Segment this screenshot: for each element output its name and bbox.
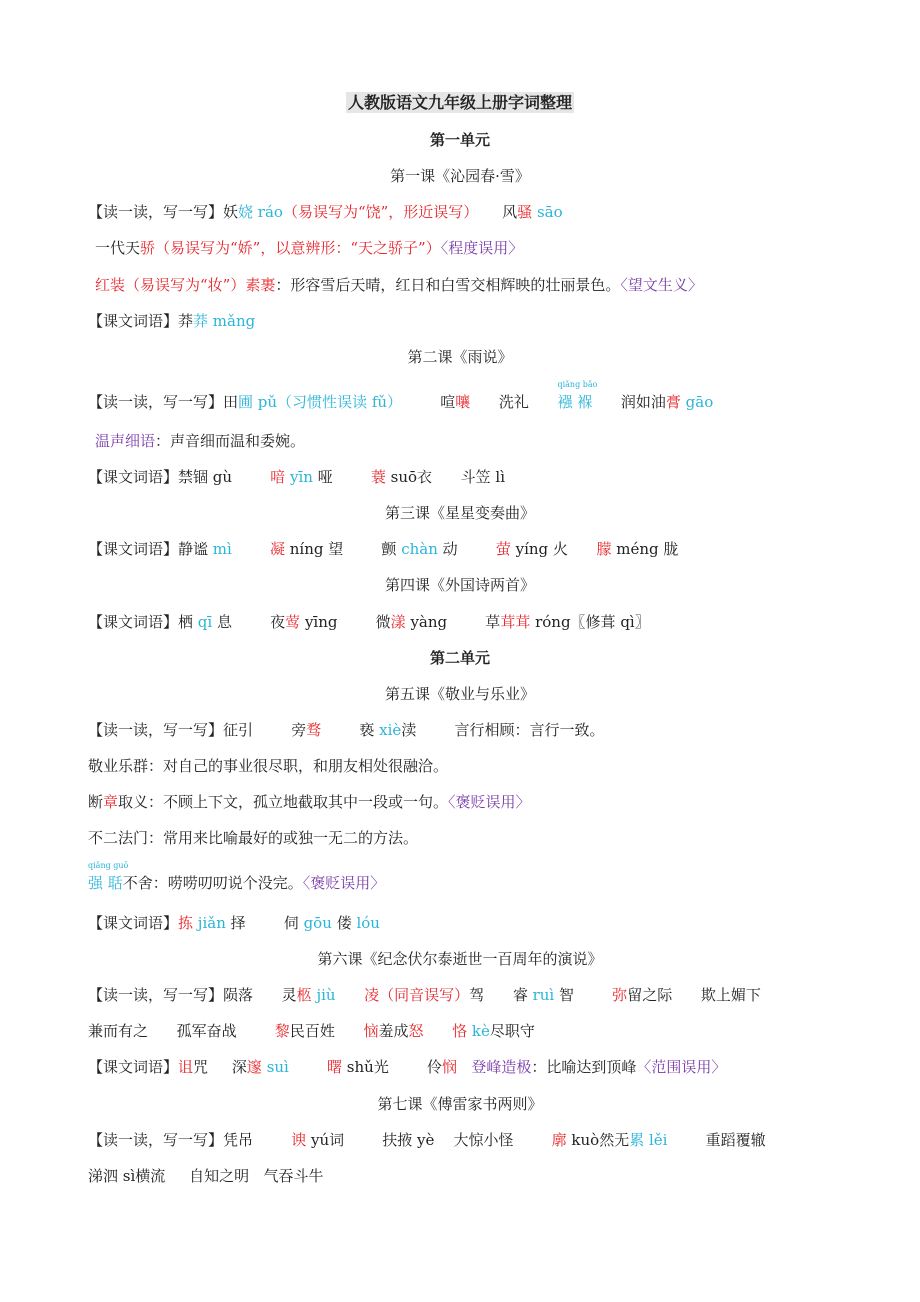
- definition: ：比喻达到顶峰: [531, 1058, 637, 1076]
- pinyin: suō衣: [385, 468, 433, 486]
- vocab-label: 【课文词语】: [88, 540, 179, 558]
- word: 尽职守: [489, 1022, 535, 1040]
- definition: 不舍：唠唠叨叨说个没完。: [122, 874, 303, 892]
- read-write-label: 【读一读，写一写】: [88, 203, 224, 221]
- word: 莺: [285, 613, 301, 631]
- word: 蓑: [370, 468, 386, 486]
- word: 伺: [283, 914, 299, 932]
- lesson5-line3: [88, 792, 880, 812]
- word: 风: [502, 203, 518, 221]
- word: 诅: [178, 1058, 194, 1076]
- pinyin: qī: [193, 613, 217, 631]
- idiom-definition: 言行相顾：言行一致。: [454, 721, 605, 739]
- word: 莽: [178, 312, 194, 330]
- lesson1-vocab-line: [88, 311, 880, 331]
- lesson1-read-line: [88, 202, 880, 222]
- word: 颤: [381, 540, 397, 558]
- lesson5-read-line: [88, 720, 880, 740]
- misuse-tag: 〈范围误用〉: [636, 1058, 727, 1076]
- document-title: [0, 93, 920, 113]
- word: 留之际: [627, 986, 673, 1004]
- word: 亵: [359, 721, 375, 739]
- vocab-label: 【课文词语】: [88, 613, 179, 631]
- lesson5-line2: 敬业乐群：对自己的事业很尽职，和朋友相处很融洽。: [88, 757, 449, 775]
- misuse-tag: 〈褒贬误用〉: [448, 793, 531, 811]
- lesson-heading-5: 第五课《敬业与乐业》: [384, 685, 535, 703]
- word: 恪: [452, 1022, 468, 1040]
- lesson2-read-line: [88, 380, 880, 412]
- word: 征引: [223, 721, 254, 739]
- title-text: 人教版语文九年级上册字词整理: [347, 93, 572, 112]
- idiom: 红装（易误写为“妆”）素裹: [95, 276, 276, 294]
- pinyin: kuò然无: [566, 1131, 630, 1149]
- word: 智: [559, 986, 575, 1004]
- word: 动: [442, 540, 458, 558]
- lesson4-vocab-line: [88, 612, 880, 632]
- read-write-label: 【读一读，写一写】: [88, 1131, 224, 1149]
- lesson6-read-line: [88, 985, 880, 1005]
- word: 润如油: [620, 393, 666, 411]
- pinyin: shǔ光: [342, 1058, 389, 1076]
- pinyin: jiǎn: [193, 914, 231, 932]
- word: 凭吊: [223, 1131, 254, 1149]
- pinyin: jiù: [311, 986, 336, 1004]
- word: 凝: [269, 540, 285, 558]
- word: 漾: [390, 613, 406, 631]
- lesson2-vocab-line: [88, 467, 880, 487]
- word: 谀: [291, 1131, 307, 1149]
- word-pinyin: 斗笠 lì: [460, 468, 506, 486]
- misuse-tag: 〈程度误用〉: [440, 239, 524, 257]
- word: 怒: [408, 1022, 424, 1040]
- read-write-label: 【读一读，写一写】: [88, 393, 224, 411]
- word: 喑: [270, 468, 286, 486]
- lesson6-vocab-line: [88, 1057, 880, 1077]
- word: 骛: [306, 721, 322, 739]
- word: 择: [230, 914, 246, 932]
- word: 睿: [512, 986, 528, 1004]
- word: 膏: [665, 393, 681, 411]
- word-pinyin: 累 lěi: [629, 1131, 668, 1149]
- word: 旁: [291, 721, 307, 739]
- word: 欺上媚下: [700, 986, 761, 1004]
- lesson5-vocab-line: [88, 913, 880, 933]
- ruby-word: qiǎng guō 强 聒: [88, 861, 129, 892]
- word: 渎: [401, 721, 417, 739]
- ruby-word: qiǎng bǎo 襁 褓: [557, 380, 598, 411]
- pinyin: ruì: [527, 986, 559, 1004]
- lesson7-line2: [88, 1166, 880, 1186]
- word: 栖: [178, 613, 194, 631]
- pinyin: róng〖修葺 qì〗: [530, 613, 650, 631]
- word-pinyin: 圃 pǔ（习惯性误读 fǔ）: [238, 393, 403, 411]
- word: 陨落: [223, 986, 254, 1004]
- word: 哑: [317, 468, 333, 486]
- word: 静谧: [178, 540, 209, 558]
- pinyin: chàn: [396, 540, 443, 558]
- pinyin: gāo: [680, 393, 714, 411]
- lesson5-line4: 不二法门：常用来比喻最好的或独一无二的方法。: [88, 829, 419, 847]
- vocab-label: 【课文词语】: [88, 914, 179, 932]
- error-note: （易误写为“饶”，形近误写）: [282, 203, 479, 221]
- misuse-tag: 〈褒贬误用〉: [302, 874, 386, 892]
- word: 嚷: [455, 393, 471, 411]
- definition: ：声音细而温和委婉。: [155, 432, 306, 450]
- unit-heading-2: 第二单元: [429, 649, 490, 667]
- word: 洗礼: [498, 393, 529, 411]
- pinyin: yíng 火: [510, 540, 568, 558]
- lesson5-line5: [88, 861, 880, 893]
- word: 田: [223, 393, 239, 411]
- word: 兼而有之: [88, 1022, 149, 1040]
- lesson6-line2: [88, 1021, 880, 1041]
- word: 朦: [596, 540, 612, 558]
- word: 拣: [178, 914, 194, 932]
- word: 孤军奋战: [176, 1022, 237, 1040]
- word: 羞成: [378, 1022, 409, 1040]
- word: 喧: [440, 393, 456, 411]
- ruby-pinyin: qiǎng guō: [88, 861, 129, 870]
- word: 廓: [551, 1131, 567, 1149]
- pinyin: yīn: [285, 468, 318, 486]
- lesson7-read-line: [88, 1130, 880, 1150]
- word: 黎: [274, 1022, 290, 1040]
- word: 萤: [495, 540, 511, 558]
- word: 大惊小怪: [453, 1131, 514, 1149]
- word: 气吞斗牛: [263, 1167, 324, 1185]
- unit-heading-1: 第一单元: [429, 131, 490, 149]
- pinyin: lóu: [351, 914, 380, 932]
- word-pinyin: 扶掖 yè: [382, 1131, 435, 1149]
- definition: 取义：不顾上下文，孤立地截取其中一段或一句。: [118, 793, 449, 811]
- vocab-label: 【课文词语】: [88, 468, 179, 486]
- word: 伶: [426, 1058, 442, 1076]
- pinyin: suì: [261, 1058, 289, 1076]
- lesson-heading-7: 第七课《傅雷家书两则》: [377, 1095, 543, 1113]
- word: 章: [103, 793, 119, 811]
- pinyin: yàng: [405, 613, 448, 631]
- pinyin: gōu: [298, 914, 337, 932]
- idiom: 温声细语: [95, 432, 156, 450]
- lesson-heading-2: 第二课《雨说》: [407, 348, 513, 366]
- read-write-label: 【读一读，写一写】: [88, 986, 224, 1004]
- word: 重蹈覆辙: [705, 1131, 766, 1149]
- word-pinyin: 娆 ráo: [238, 203, 283, 221]
- word: 悯: [442, 1058, 458, 1076]
- vocab-label: 【课文词语】: [88, 1058, 179, 1076]
- word-pinyin: 莽 mǎng: [193, 312, 256, 330]
- word: 恼: [363, 1022, 379, 1040]
- word: 弥: [612, 986, 628, 1004]
- pinyin: sāo: [532, 203, 563, 221]
- error-note: 凌（同音误写）: [364, 986, 470, 1004]
- word: 断: [88, 793, 104, 811]
- lesson-heading-3: 第三课《星星变奏曲》: [384, 504, 535, 522]
- ruby-pinyin: qiǎng bǎo: [557, 380, 598, 389]
- pinyin: méng 胧: [611, 540, 679, 558]
- word: 曙: [327, 1058, 343, 1076]
- word: 灵: [281, 986, 297, 1004]
- pinyin: kè: [467, 1022, 490, 1040]
- word: 邃: [246, 1058, 262, 1076]
- word: 骚: [517, 203, 533, 221]
- word: 草: [485, 613, 501, 631]
- word: 深: [231, 1058, 247, 1076]
- word-pinyin: 涕泗 sì横流: [88, 1167, 166, 1185]
- word: 茸茸: [500, 613, 531, 631]
- pinyin: yīng: [300, 613, 338, 631]
- vocab-label: 【课文词语】: [88, 312, 179, 330]
- definition: ：形容雪后天晴，红日和白雪交相辉映的壮丽景色。: [275, 276, 621, 294]
- word: 夜: [270, 613, 286, 631]
- error-note: 骄（易误写为“娇”，以意辨形：“天之骄子”）: [140, 239, 441, 257]
- lesson3-vocab-line: [88, 539, 880, 559]
- word: 柩: [296, 986, 312, 1004]
- pinyin: yú词: [306, 1131, 345, 1149]
- misuse-tag: 〈望文生义〉: [620, 276, 703, 294]
- lesson1-line2: [95, 238, 880, 258]
- word: 妖: [223, 203, 239, 221]
- word: 偻: [336, 914, 352, 932]
- idiom: 登峰造极: [471, 1058, 532, 1076]
- pinyin: níng 望: [285, 540, 344, 558]
- word: 息: [216, 613, 232, 631]
- lesson2-line2: [95, 431, 880, 451]
- lesson-heading-6: 第六课《纪念伏尔泰逝世一百周年的演说》: [317, 950, 603, 968]
- lesson1-line3: [95, 275, 880, 295]
- lesson-heading-1: 第一课《沁园春·雪》: [390, 167, 530, 185]
- pinyin: xiè: [374, 721, 402, 739]
- word: 民百姓: [289, 1022, 335, 1040]
- read-write-label: 【读一读，写一写】: [88, 721, 224, 739]
- word: 驾: [469, 986, 485, 1004]
- word: 自知之明: [189, 1167, 250, 1185]
- word-pinyin: 禁锢 gù: [178, 468, 233, 486]
- pinyin: mì: [208, 540, 232, 558]
- lesson-heading-4: 第四课《外国诗两首》: [384, 576, 535, 594]
- word: 咒: [193, 1058, 209, 1076]
- word: 微: [375, 613, 391, 631]
- word: 一代天: [95, 239, 141, 257]
